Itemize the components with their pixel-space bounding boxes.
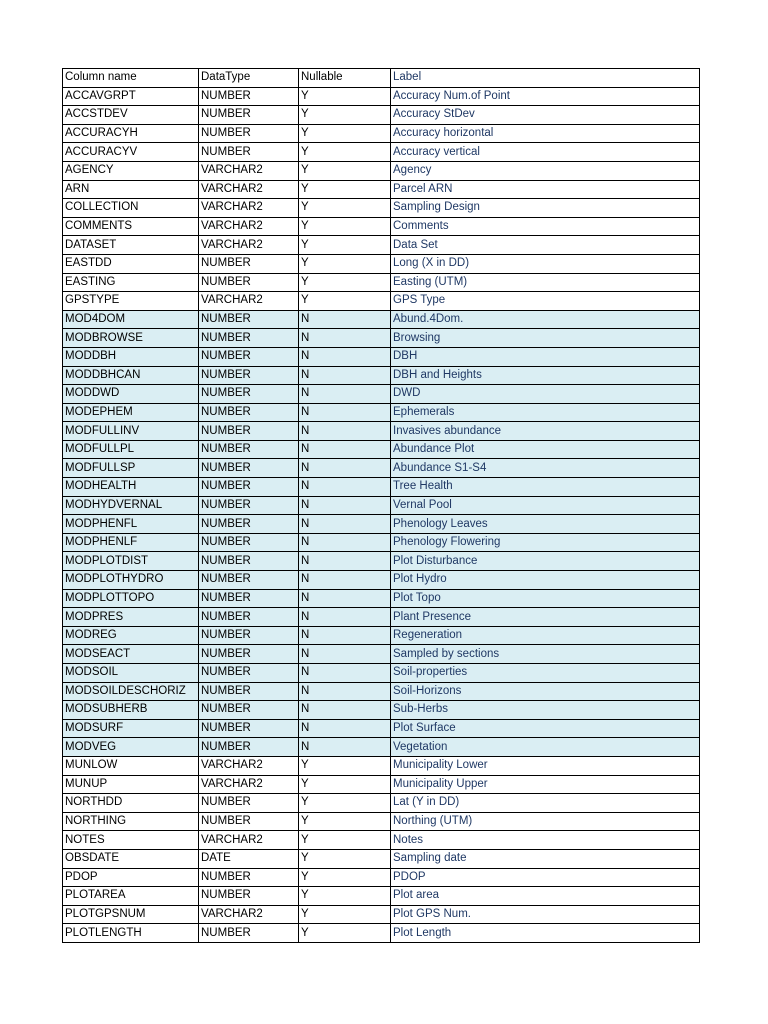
table-row (63, 924, 700, 943)
cell-datatype[interactable]: NUMBER (199, 366, 299, 385)
cell-column-name[interactable]: MODPRES (63, 608, 199, 627)
cell-datatype[interactable]: NUMBER (199, 254, 299, 273)
cell-label[interactable]: Notes (391, 831, 700, 850)
cell-nullable[interactable]: Y (299, 905, 391, 924)
cell-column-name[interactable]: MODREG (63, 626, 199, 645)
cell-datatype[interactable]: NUMBER (199, 533, 299, 552)
cell-nullable[interactable]: N (299, 552, 391, 571)
cell-nullable[interactable]: Y (299, 887, 391, 906)
cell-label[interactable]: Plot Length (391, 924, 700, 943)
table-row (63, 292, 700, 311)
cell-datatype[interactable]: DATE (199, 849, 299, 868)
cell-datatype[interactable]: NUMBER (199, 329, 299, 348)
cell-nullable[interactable]: N (299, 385, 391, 404)
cell-column-name[interactable]: MODEPHEM (63, 403, 199, 422)
cell-column-name[interactable]: MUNLOW (63, 756, 199, 775)
cell-column-name[interactable]: COMMENTS (63, 217, 199, 236)
cell-label[interactable]: Lat (Y in DD) (391, 794, 700, 813)
cell-column-name[interactable]: MODFULLSP (63, 459, 199, 478)
table-body (63, 87, 700, 942)
cell-label[interactable]: Soil-properties (391, 664, 700, 683)
table-row (63, 849, 700, 868)
cell-nullable[interactable]: Y (299, 217, 391, 236)
cell-label[interactable]: Data Set (391, 236, 700, 255)
cell-column-name[interactable]: NORTHING (63, 812, 199, 831)
cell-label[interactable]: Abundance Plot (391, 440, 700, 459)
cell-datatype[interactable]: NUMBER (199, 515, 299, 534)
cell-datatype[interactable]: VARCHAR2 (199, 905, 299, 924)
cell-column-name[interactable]: EASTDD (63, 254, 199, 273)
cell-datatype[interactable]: NUMBER (199, 422, 299, 441)
cell-label[interactable]: Sampling date (391, 849, 700, 868)
header-datatype[interactable]: DataType (199, 69, 299, 88)
cell-nullable[interactable]: N (299, 738, 391, 757)
cell-nullable[interactable]: N (299, 682, 391, 701)
cell-datatype[interactable]: NUMBER (199, 106, 299, 125)
cell-nullable[interactable]: Y (299, 812, 391, 831)
cell-datatype[interactable]: NUMBER (199, 143, 299, 162)
cell-column-name[interactable]: COLLECTION (63, 199, 199, 218)
cell-label[interactable]: GPS Type (391, 292, 700, 311)
cell-label[interactable]: Vernal Pool (391, 496, 700, 515)
cell-label[interactable]: Plot Surface (391, 719, 700, 738)
cell-label[interactable]: DBH and Heights (391, 366, 700, 385)
cell-column-name[interactable]: ACCURACYV (63, 143, 199, 162)
cell-label[interactable]: Vegetation (391, 738, 700, 757)
cell-nullable[interactable]: Y (299, 161, 391, 180)
table-row (63, 180, 700, 199)
cell-label[interactable]: Phenology Flowering (391, 533, 700, 552)
cell-nullable[interactable]: N (299, 515, 391, 534)
cell-label[interactable]: Plot Hydro (391, 571, 700, 590)
cell-nullable[interactable]: Y (299, 236, 391, 255)
cell-nullable[interactable]: Y (299, 831, 391, 850)
cell-column-name[interactable]: MODFULLINV (63, 422, 199, 441)
cell-nullable[interactable]: N (299, 440, 391, 459)
table-row (63, 571, 700, 590)
cell-label[interactable]: Comments (391, 217, 700, 236)
cell-datatype[interactable]: NUMBER (199, 682, 299, 701)
cell-column-name[interactable]: ACCAVGRPT (63, 87, 199, 106)
cell-column-name[interactable]: EASTING (63, 273, 199, 292)
cell-nullable[interactable]: Y (299, 868, 391, 887)
cell-column-name[interactable]: MODHEALTH (63, 478, 199, 497)
table-row (63, 719, 700, 738)
cell-label[interactable]: Plot area (391, 887, 700, 906)
table-row (63, 496, 700, 515)
cell-datatype[interactable]: NUMBER (199, 87, 299, 106)
cell-nullable[interactable]: Y (299, 124, 391, 143)
cell-column-name[interactable]: ARN (63, 180, 199, 199)
cell-datatype[interactable]: NUMBER (199, 347, 299, 366)
cell-label[interactable]: Parcel ARN (391, 180, 700, 199)
cell-label[interactable]: Accuracy Num.of Point (391, 87, 700, 106)
cell-nullable[interactable]: N (299, 329, 391, 348)
cell-label[interactable]: Long (X in DD) (391, 254, 700, 273)
cell-column-name[interactable]: ACCURACYH (63, 124, 199, 143)
cell-column-name[interactable]: MODDBHCAN (63, 366, 199, 385)
table-row (63, 812, 700, 831)
cell-label[interactable]: Sampling Design (391, 199, 700, 218)
cell-column-name[interactable]: DATASET (63, 236, 199, 255)
cell-label[interactable]: Phenology Leaves (391, 515, 700, 534)
cell-datatype[interactable]: NUMBER (199, 478, 299, 497)
cell-label[interactable]: Sampled by sections (391, 645, 700, 664)
table-row (63, 310, 700, 329)
cell-datatype[interactable]: NUMBER (199, 626, 299, 645)
cell-nullable[interactable]: N (299, 701, 391, 720)
cell-nullable[interactable]: Y (299, 924, 391, 943)
cell-datatype[interactable]: NUMBER (199, 645, 299, 664)
cell-column-name[interactable]: MODSURF (63, 719, 199, 738)
cell-datatype[interactable]: VARCHAR2 (199, 775, 299, 794)
cell-nullable[interactable]: N (299, 478, 391, 497)
table-row (63, 775, 700, 794)
table-row (63, 868, 700, 887)
table-row (63, 422, 700, 441)
header-row (63, 69, 700, 88)
cell-label[interactable]: Abund.4Dom. (391, 310, 700, 329)
cell-datatype[interactable]: NUMBER (199, 403, 299, 422)
cell-nullable[interactable]: Y (299, 775, 391, 794)
cell-column-name[interactable]: ACCSTDEV (63, 106, 199, 125)
cell-nullable[interactable]: N (299, 496, 391, 515)
cell-label[interactable]: Accuracy vertical (391, 143, 700, 162)
cell-nullable[interactable]: Y (299, 199, 391, 218)
cell-datatype[interactable]: NUMBER (199, 701, 299, 720)
cell-label[interactable]: Accuracy StDev (391, 106, 700, 125)
cell-label[interactable]: Sub-Herbs (391, 701, 700, 720)
table-row (63, 161, 700, 180)
table-row (63, 143, 700, 162)
cell-nullable[interactable]: N (299, 422, 391, 441)
table-row (63, 682, 700, 701)
table-row (63, 831, 700, 850)
table-row (63, 385, 700, 404)
cell-label[interactable]: Easting (UTM) (391, 273, 700, 292)
cell-column-name[interactable]: MODSUBHERB (63, 701, 199, 720)
cell-nullable[interactable]: Y (299, 143, 391, 162)
table-row (63, 403, 700, 422)
cell-column-name[interactable]: MODVEG (63, 738, 199, 757)
cell-label[interactable]: Plot GPS Num. (391, 905, 700, 924)
cell-column-name[interactable]: MODSOIL (63, 664, 199, 683)
table-row (63, 533, 700, 552)
cell-column-name[interactable]: NORTHDD (63, 794, 199, 813)
cell-datatype[interactable]: NUMBER (199, 124, 299, 143)
cell-datatype[interactable]: NUMBER (199, 664, 299, 683)
cell-datatype[interactable]: NUMBER (199, 589, 299, 608)
cell-label[interactable]: Soil-Horizons (391, 682, 700, 701)
cell-nullable[interactable]: N (299, 366, 391, 385)
table-row (63, 199, 700, 218)
table-row (63, 273, 700, 292)
table-row (63, 626, 700, 645)
cell-label[interactable]: Plot Topo (391, 589, 700, 608)
cell-column-name[interactable]: MODSEACT (63, 645, 199, 664)
cell-datatype[interactable]: VARCHAR2 (199, 756, 299, 775)
cell-label[interactable]: Invasives abundance (391, 422, 700, 441)
cell-label[interactable]: DWD (391, 385, 700, 404)
cell-nullable[interactable]: Y (299, 794, 391, 813)
cell-label[interactable]: Agency (391, 161, 700, 180)
table-row (63, 459, 700, 478)
table-row (63, 589, 700, 608)
cell-datatype[interactable]: NUMBER (199, 738, 299, 757)
cell-datatype[interactable]: NUMBER (199, 608, 299, 627)
cell-datatype[interactable]: NUMBER (199, 812, 299, 831)
cell-label[interactable]: Municipality Lower (391, 756, 700, 775)
cell-datatype[interactable]: NUMBER (199, 719, 299, 738)
cell-nullable[interactable]: N (299, 608, 391, 627)
cell-datatype[interactable]: NUMBER (199, 552, 299, 571)
table-row (63, 701, 700, 720)
cell-datatype[interactable]: VARCHAR2 (199, 199, 299, 218)
cell-column-name[interactable]: MODPHENFL (63, 515, 199, 534)
cell-nullable[interactable]: N (299, 533, 391, 552)
cell-nullable[interactable]: N (299, 626, 391, 645)
cell-datatype[interactable]: NUMBER (199, 794, 299, 813)
table-row (63, 552, 700, 571)
cell-nullable[interactable]: Y (299, 106, 391, 125)
cell-column-name[interactable]: MODPLOTHYDRO (63, 571, 199, 590)
cell-label[interactable]: Municipality Upper (391, 775, 700, 794)
cell-column-name[interactable]: MODSOILDESCHORIZ (63, 682, 199, 701)
cell-nullable[interactable]: Y (299, 849, 391, 868)
table-row (63, 905, 700, 924)
cell-datatype[interactable]: NUMBER (199, 496, 299, 515)
cell-datatype[interactable]: VARCHAR2 (199, 292, 299, 311)
cell-datatype[interactable]: NUMBER (199, 385, 299, 404)
cell-nullable[interactable]: N (299, 347, 391, 366)
table-row (63, 664, 700, 683)
cell-column-name[interactable]: MODDBH (63, 347, 199, 366)
header-nullable[interactable]: Nullable (299, 69, 391, 88)
cell-nullable[interactable]: Y (299, 254, 391, 273)
cell-label[interactable]: Tree Health (391, 478, 700, 497)
table-row (63, 217, 700, 236)
table-row (63, 608, 700, 627)
cell-label[interactable]: Abundance S1-S4 (391, 459, 700, 478)
table-row (63, 366, 700, 385)
cell-column-name[interactable]: AGENCY (63, 161, 199, 180)
cell-label[interactable]: Northing (UTM) (391, 812, 700, 831)
cell-label[interactable]: Accuracy horizontal (391, 124, 700, 143)
cell-nullable[interactable]: N (299, 310, 391, 329)
cell-column-name[interactable]: PLOTLENGTH (63, 924, 199, 943)
cell-nullable[interactable]: N (299, 459, 391, 478)
cell-column-name[interactable]: PLOTGPSNUM (63, 905, 199, 924)
cell-datatype[interactable]: NUMBER (199, 310, 299, 329)
cell-nullable[interactable]: N (299, 664, 391, 683)
table-row (63, 515, 700, 534)
table-row (63, 329, 700, 348)
cell-label[interactable]: Plot Disturbance (391, 552, 700, 571)
cell-column-name[interactable]: MODDWD (63, 385, 199, 404)
cell-datatype[interactable]: VARCHAR2 (199, 831, 299, 850)
cell-column-name[interactable]: NOTES (63, 831, 199, 850)
cell-column-name[interactable]: MODPLOTTOPO (63, 589, 199, 608)
table-row (63, 254, 700, 273)
cell-datatype[interactable]: VARCHAR2 (199, 180, 299, 199)
table-row (63, 756, 700, 775)
cell-datatype[interactable]: NUMBER (199, 571, 299, 590)
cell-datatype[interactable]: NUMBER (199, 459, 299, 478)
cell-datatype[interactable]: NUMBER (199, 273, 299, 292)
cell-nullable[interactable]: Y (299, 292, 391, 311)
cell-column-name[interactable]: GPSTYPE (63, 292, 199, 311)
cell-column-name[interactable]: OBSDATE (63, 849, 199, 868)
cell-column-name[interactable]: MODFULLPL (63, 440, 199, 459)
cell-nullable[interactable]: N (299, 719, 391, 738)
table-row (63, 87, 700, 106)
cell-label[interactable]: Browsing (391, 329, 700, 348)
cell-nullable[interactable]: Y (299, 273, 391, 292)
cell-label[interactable]: PDOP (391, 868, 700, 887)
cell-column-name[interactable]: MODPLOTDIST (63, 552, 199, 571)
column-definition-table (62, 68, 700, 943)
cell-nullable[interactable]: Y (299, 87, 391, 106)
cell-column-name[interactable]: PDOP (63, 868, 199, 887)
header-label[interactable]: Label (391, 69, 700, 88)
cell-datatype[interactable]: NUMBER (199, 887, 299, 906)
cell-label[interactable]: Ephemerals (391, 403, 700, 422)
cell-column-name[interactable]: MODHYDVERNAL (63, 496, 199, 515)
header-column-name[interactable]: Column name (63, 69, 199, 88)
table-row (63, 347, 700, 366)
cell-datatype[interactable]: VARCHAR2 (199, 217, 299, 236)
cell-label[interactable]: Plant Presence (391, 608, 700, 627)
cell-nullable[interactable]: N (299, 645, 391, 664)
spreadsheet-sheet (62, 68, 699, 943)
cell-column-name[interactable]: MODPHENLF (63, 533, 199, 552)
table-row (63, 478, 700, 497)
cell-datatype[interactable]: NUMBER (199, 440, 299, 459)
cell-datatype[interactable]: NUMBER (199, 868, 299, 887)
table-row (63, 794, 700, 813)
table-row (63, 106, 700, 125)
cell-nullable[interactable]: N (299, 403, 391, 422)
cell-label[interactable]: DBH (391, 347, 700, 366)
cell-column-name[interactable]: PLOTAREA (63, 887, 199, 906)
table-row (63, 440, 700, 459)
cell-nullable[interactable]: Y (299, 180, 391, 199)
table-row (63, 124, 700, 143)
cell-nullable[interactable]: N (299, 571, 391, 590)
cell-nullable[interactable]: N (299, 589, 391, 608)
cell-column-name[interactable]: MOD4DOM (63, 310, 199, 329)
cell-nullable[interactable]: Y (299, 756, 391, 775)
table-row (63, 645, 700, 664)
cell-datatype[interactable]: VARCHAR2 (199, 161, 299, 180)
cell-column-name[interactable]: MUNUP (63, 775, 199, 794)
cell-label[interactable]: Regeneration (391, 626, 700, 645)
cell-datatype[interactable]: VARCHAR2 (199, 236, 299, 255)
cell-datatype[interactable]: NUMBER (199, 924, 299, 943)
table-row (63, 887, 700, 906)
cell-column-name[interactable]: MODBROWSE (63, 329, 199, 348)
table-row (63, 236, 700, 255)
table-row (63, 738, 700, 757)
